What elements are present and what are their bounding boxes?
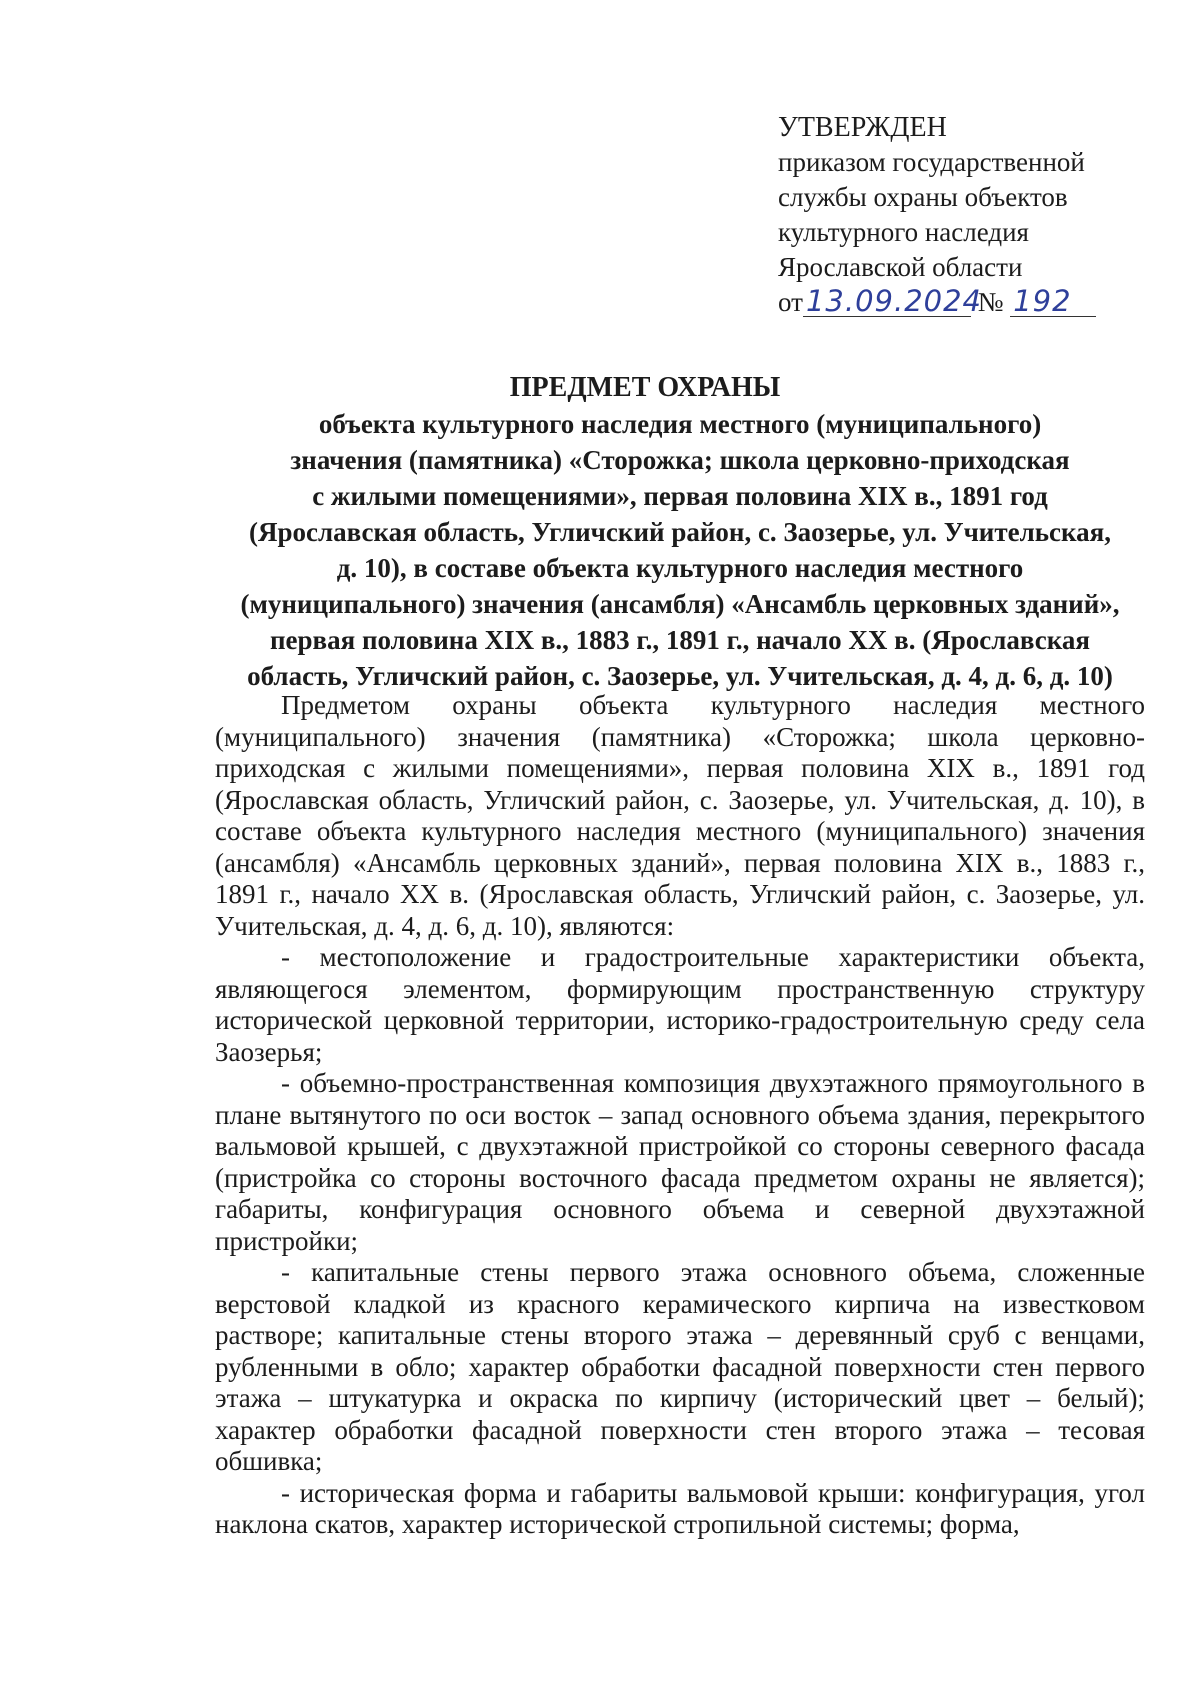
title-line: (Ярославская область, Угличский район, с. Заозерье, ул. Учительская,: [248, 517, 1112, 547]
title-line: объекта культурного наследия местного (муниципального): [318, 409, 1042, 439]
list-item: - местоположение и градостроительные характеристики объекта, являющегося элементом, формирующим пространственную структуру исторической церковной территории, историко-градостроительную среду села Заозерья;: [215, 942, 1145, 1067]
title-line: область, Угличский район, с. Заозерье, ул. Учительская, д. 4, д. 6, д. 10): [247, 661, 1113, 691]
intro-paragraph: Предметом охраны объекта культурного наследия местного (муниципального) значения (памятника) «Сторожка; школа церковно-приходская с жилыми помещениями», первая половина XIX в., 1891 год (Ярославская область, Угличский район, с. Заозерье, ул. Учительская, д. 10), в составе объекта культурного наследия местного (муниципального) значения (ансамбля) «Ансамбль церковных зданий», первая половина XIX в., 1883 г., 1891 г., начало XX в. (Ярославская область, Угличский район, с. Заозерье, ул. Учительская, д. 4, д. 6, д. 10), являются:: [215, 690, 1145, 941]
approved-label: УТВЕРЖДЕН: [778, 112, 947, 143]
approval-line-3: культурного наследия: [778, 217, 1029, 247]
document-body: [215, 690, 1145, 1541]
title-heading: ПРЕДМЕТ ОХРАНЫ: [509, 372, 781, 403]
handwritten-date: 13.09.2024: [803, 286, 971, 317]
document-title: [215, 370, 1145, 694]
title-line: (муниципального) значения (ансамбля) «Ансамбль церковных зданий»,: [240, 589, 1120, 619]
title-line: д. 10), в составе объекта культурного наследия местного: [336, 553, 1024, 583]
title-line: с жилыми помещениями», первая половина XIX в., 1891 год: [312, 481, 1048, 511]
list-item: - объемно-пространственная композиция двухэтажного прямоугольного в плане вытянутого по оси восток – запад основного объема здания, перекрытого вальмовой крышей, с двухэтажной пристройкой со стороны северного фасада (пристройка со стороны восточного фасада предметом охраны не является); габариты, конфигурация основного объема и северной двухэтажной пристройки;: [215, 1068, 1145, 1256]
approval-line-2: службы охраны объектов: [778, 182, 1068, 212]
number-sign: №: [977, 287, 1004, 317]
approval-date-line: [778, 285, 1118, 320]
approval-stamp: [778, 110, 1118, 320]
list-item: - капитальные стены первого этажа основного объема, сложенные верстовой кладкой из красного керамического кирпича на известковом растворе; капитальные стены второго этажа – деревянный сруб с венцами, рубленными в обло; характер обработки фасадной поверхности стен первого этажа – штукатурка и окраска по кирпичу (исторический цвет – белый); характер обработки фасадной поверхности стен второго этажа – тесовая обшивка;: [215, 1257, 1145, 1476]
handwritten-number: 192: [1010, 286, 1096, 317]
date-prefix: от: [778, 287, 803, 317]
approval-line-1: приказом государственной: [778, 147, 1085, 177]
title-line: значения (памятника) «Сторожка; школа церковно-приходская: [290, 445, 1070, 475]
approval-line-4: Ярославской области: [778, 252, 1023, 282]
list-item: - историческая форма и габариты вальмовой крыши: конфигурация, угол наклона скатов, характер исторической стропильной системы; форма,: [215, 1477, 1145, 1539]
title-line: первая половина XIX в., 1883 г., 1891 г., начало XX в. (Ярославская: [269, 625, 1091, 655]
